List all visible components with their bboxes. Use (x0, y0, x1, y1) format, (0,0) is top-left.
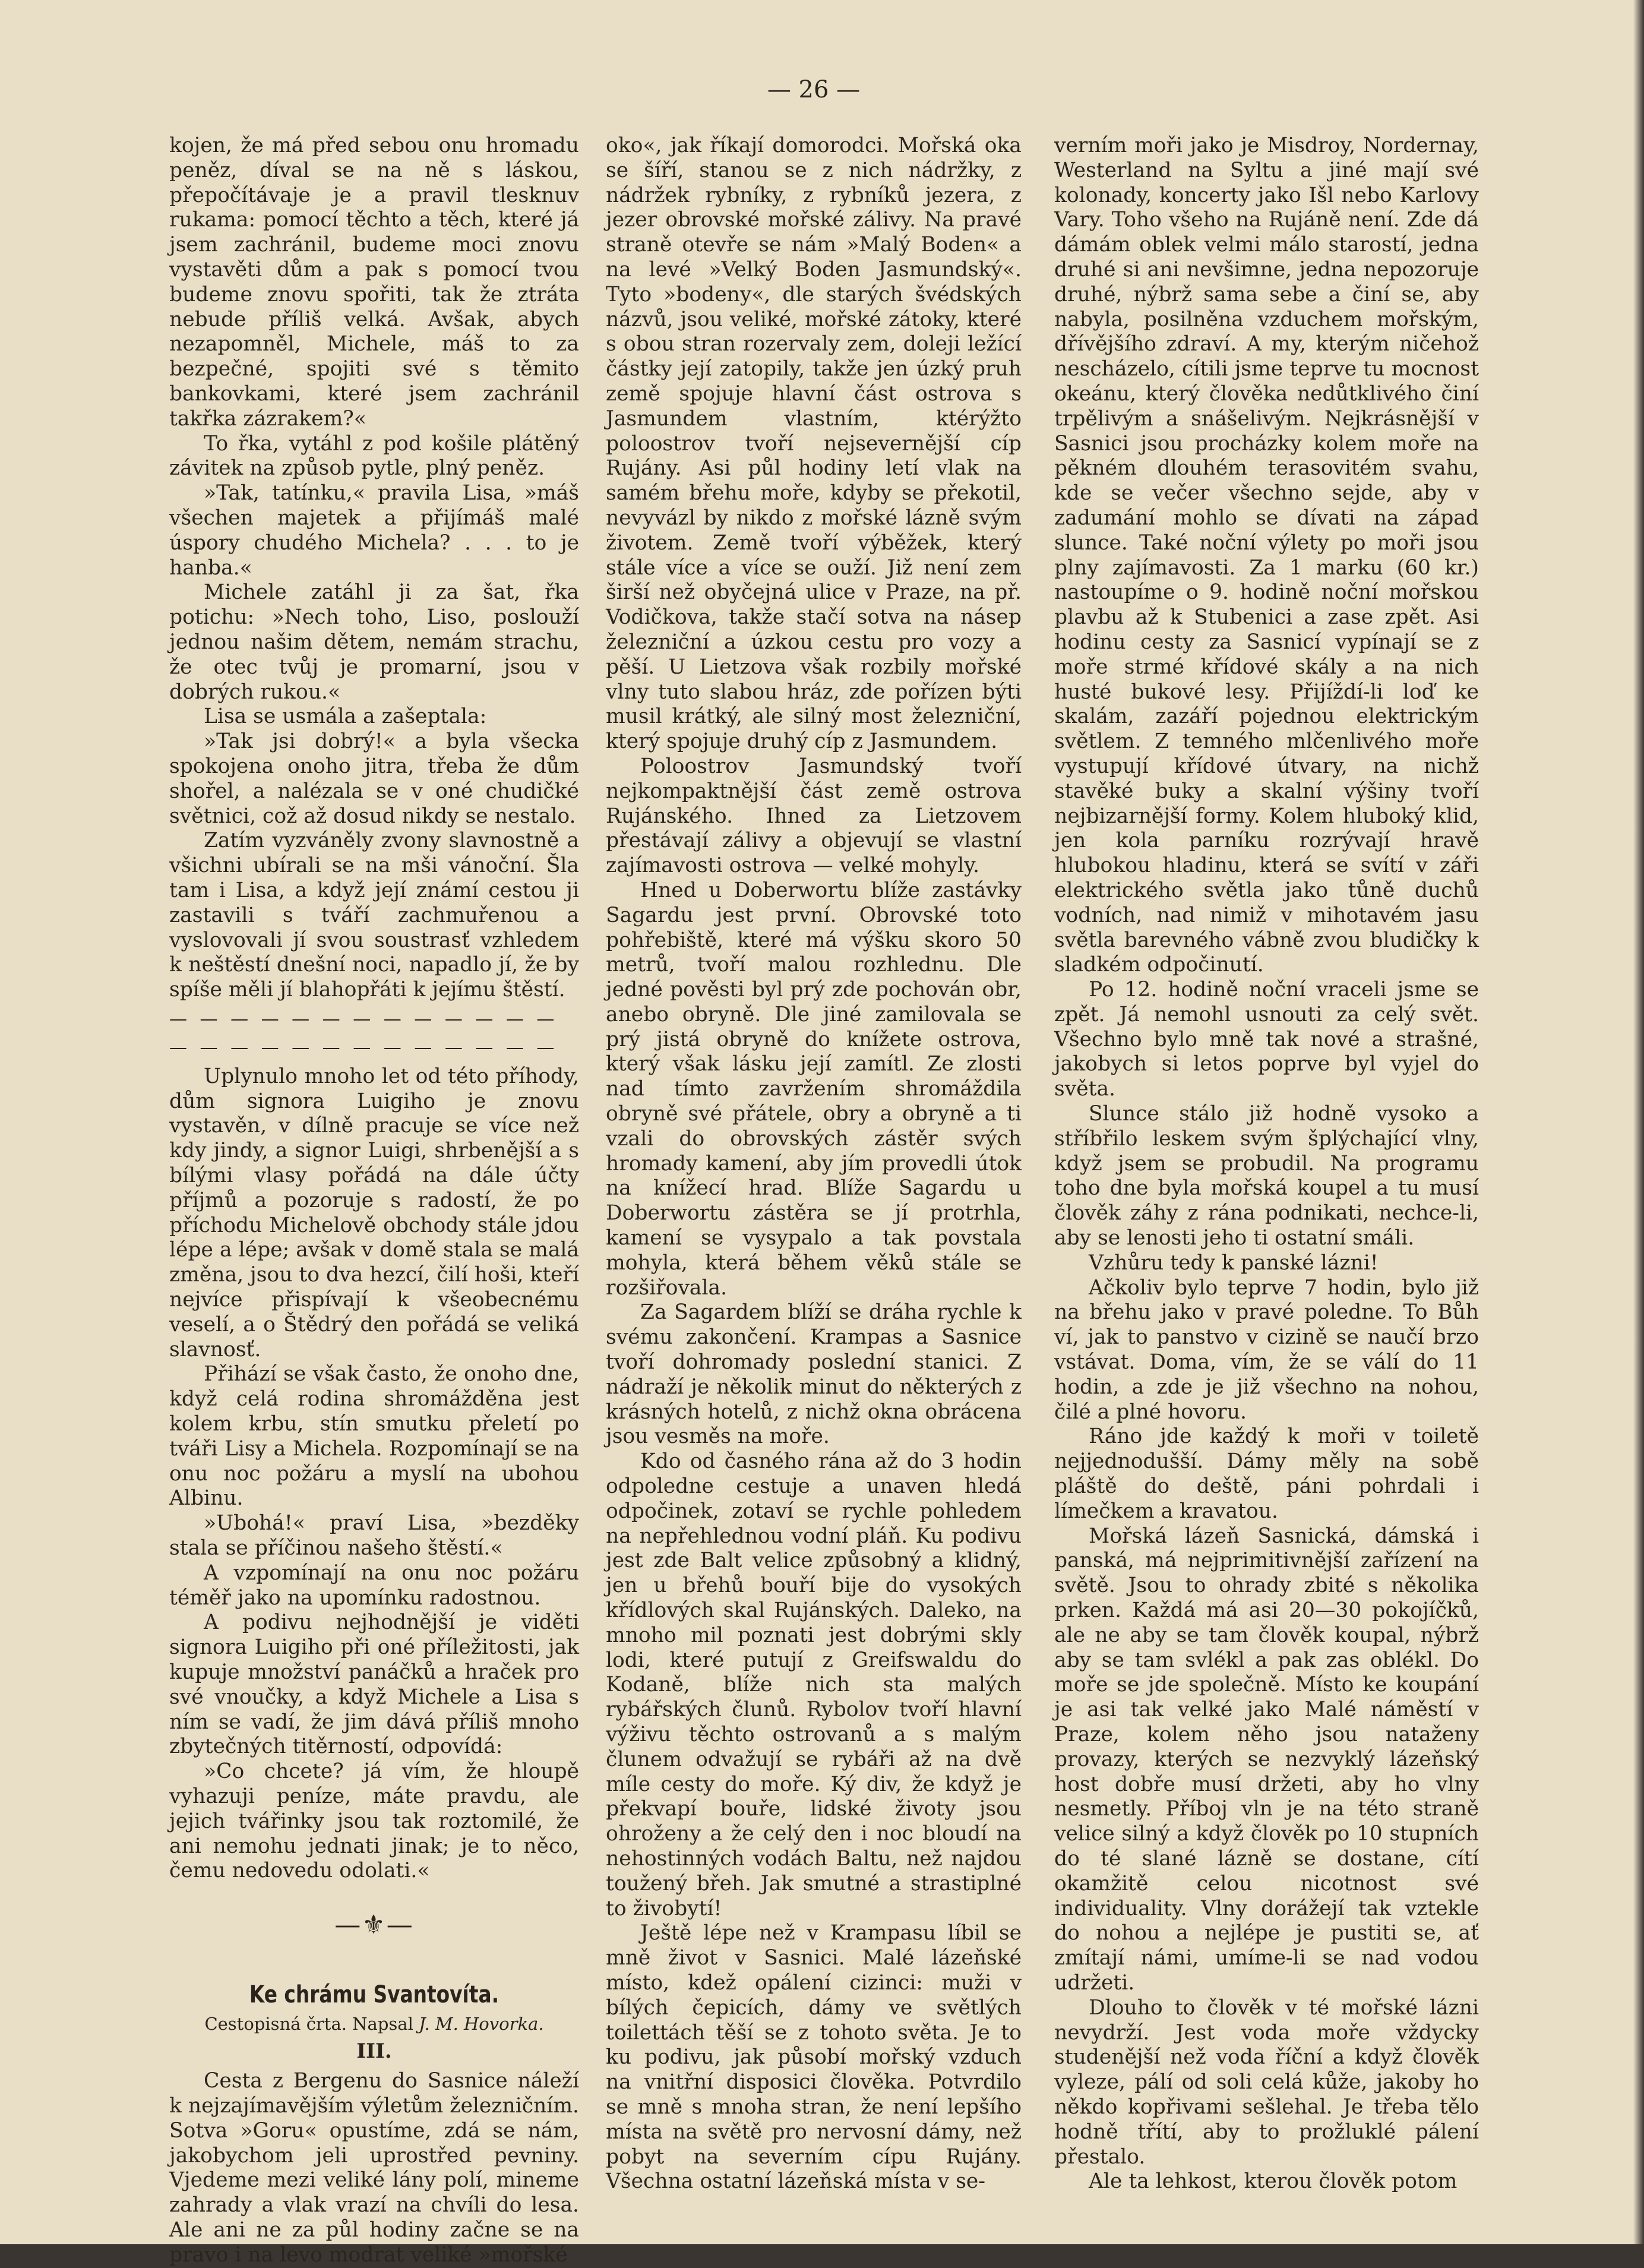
section-divider: — — — — — — — — — — — — — (169, 1008, 558, 1029)
paragraph: Uplynulo mnoho let od této příhody, dům signora Luigiho je znovu vystavěn, v dílně pracuje se více než kdy jindy, a signor Luigi, shrbenější a s bílými vlasy pořádá na dále účty příjmů a pozoruje s radostí, že po příchodu Michelově obchody stále jdou lépe a lépe; avšak v domě stala se malá změna, jsou to dva hezcí, čilí hoši, kteří nejvíce přispívají k všeobecnému veselí, a o Štědrý den pořádá se veliká slavnosť. (169, 1064, 579, 1362)
paragraph: verním moři jako je Misdroy, Nordernay, Westerland na Syltu a jiné mají své kolonady, koncerty jako Išl nebo Karlovy Vary. Toho všeho na Rujáně není. Zde dá dámám oblek velmi málo starostí, jedna druhé si ani nevšimne, jedna nepozoruje druhé, nýbrž sama sebe a činí se, aby nabyla, posilněna vzduchem mořským, dřívějšího zdraví. A my, kterým ničehož nescházelo, cítili jsme teprve tu mocnost okeánu, který člověka nedůtklivého činí trpělivým a snášelivým. Nejkrásnější v Sasnici jsou procházky kolem moře na pěkném dlouhém terasovitém svahu, kde se večer všechno sejde, aby v zadumání mohlo se dívati na západ slunce. Také noční výlety po moři jsou plny zajímavosti. Za 1 marku (60 kr.) nastoupíme o 9. hodině noční mořskou plavbu až k Stubenici a zase zpět. Asi hodinu cesty za Sasnicí vypínají se z moře strmé křídové skály a na nich husté bukové lesy. Přijíždí-li loď ke skalám, zazáří pojednou elektrickým světlem. Z temného mlčenlivého moře vystupují křídové útvary, na nichž stavěké buky a skalní výšiny tvoří nejbizarnější formy. Kolem hluboký klid, jen kola parníku rozrývají hravě hlubokou hladinu, která se svítí v záři elektrického světla jako tůně duchů vodních, nad nimiž v mihotavém jasu světla barevného vábně zvou bludičky k sladkém odpočinutí. (1054, 134, 1479, 977)
paragraph: Ráno jde každý k moři v toiletě nejjednodušší. Dámy měly na sobě pláště do deště, páni pohrdali i límečkem a kravatou. (1054, 1424, 1479, 1523)
paragraph: Za Sagardem blíží se dráha rychle k svému zakončení. Krampas a Sasnice tvoří dohromady poslední stanici. Z nádraží je několik minut do některých z krásných hotelů, z nichž okna obrácena jsou vesměs na moře. (606, 1300, 1022, 1449)
paragraph: Kdo od časného rána až do 3 hodin odpoledne cestuje a unaven hledá odpočinek, zotaví se rychle pohledem na nepřehlednou vodní pláň. Ku podivu jest zde Balt velice způsobný a klidný, jen u břehů bouří bije do vysokých křídlových skal Rujánských. Daleko, na mnoho mil poznati jest dobrými skly lodi, které putují z Greifswaldu do Kodaně, blíže nich sta malých rybářských člunů. Rybolov tvoří hlavní výživu těchto ostrovanů a s malým člunem odvažují se rybáři až na dvě míle cesty do moře. Ký div, že když je překvapí bouře, lidské životy jsou ohroženy a že celý den i noc bloudí na nehostinných vodách Baltu, než najdou toužený břeh. Jak smutné a strastiplné to živobytí! (606, 1449, 1022, 1920)
paragraph: Slunce stálo již hodně vysoko a stříbřilo leskem svým šplýchající vlny, když jsem se probudil. Na programu toho dne byla mořská koupel a tu musí člověk záhy z rána podnikati, nechce-li, aby se lenosti jeho ti ostatní smáli. (1054, 1102, 1479, 1250)
article-part-number: III. (356, 2039, 392, 2064)
paragraph: Poloostrov Jasmundský tvoří nejkompaktnější část země ostrova Rujánského. Ihned za Lietzovem přestávají zálivy a objevují se vlastní zajímavosti ostrova — velké mohyly. (606, 754, 1022, 878)
paragraph: Lisa se usmála a zašeptala: (204, 705, 487, 729)
paragraph: »Tak, tatínku,« pravila Lisa, »máš všechen majetek a přijímáš malé úspory chudého Michela? . . . to je hanba.« (169, 481, 579, 580)
paragraph: Po 12. hodině noční vraceli jsme se zpět. Já nemohl usnouti za celý svět. Všechno bylo mně tak nové a strašné, jakobych si letos poprve byl vyjel do světa. (1054, 978, 1479, 1101)
article-title: Ke chrámu Svantovíta. (249, 1981, 499, 2009)
paragraph: Mořská lázeň Sasnická, dámská i panská, má nejprimitivnější zařízení na světě. Jsou to ohrady zbité s několika prken. Každá má asi 20—30 pokojíčků, ale ne aby se tam člověk koupal, nýbrž aby se tam svlékl a pak zas oblékl. Do moře se jde společně. Místo ke koupání je asi tak velké jako Malé náměstí v Praze, kolem něho jsou nataženy provazy, kterých se nezvyklý lázeňský host dobře musí držeti, aby ho vlny nesmetly. Příboj vln je na této straně velice silný a když člověk po 10 stupních do té slané lázně se dostane, cítí okamžitě celou nicotnost své individuality. Vlny dorážejí tak vztekle do nohou a nejlépe je pustiti se, ať zmítají námi, umíme-li se nad vodou udržeti. (1054, 1524, 1479, 1995)
page-number: — 26 — (767, 76, 861, 103)
paragraph: Ačkoliv bylo teprve 7 hodin, bylo již na břehu jako v pravé poledne. To Bůh ví, jak to panstvo v cizině se naučí brzo vstávat. Doma, vím, že se válí do 11 hodin, a zde je již všechno na nohou, čilé a plné hovoru. (1054, 1275, 1479, 1424)
ornament-divider: —⚜— (334, 1910, 414, 1941)
column-2 (606, 134, 1022, 2194)
article-author: J. M. Hovorka. (419, 2014, 544, 2035)
paragraph: Michele zatáhl ji za šat, řka potichu: »Nech toho, Liso, poslouží jednou našim dětem, nemám strachu, že otec tvůj je promarní, jsou v dobrých rukou.« (169, 580, 579, 704)
paragraph: Vzhůru tedy k panské lázni! (1089, 1250, 1379, 1275)
paragraph: Přihází se však často, že onoho dne, když celá rodina shromážděna jest kolem krbu, stín smutku přeletí po tváři Lisy a Michela. Rozpomínají se na onu noc požáru a myslí na ubohou Albinu. (169, 1362, 579, 1511)
paragraph: »Ubohá!« praví Lisa, »bezděky stala se příčinou našeho štěstí.« (169, 1511, 579, 1561)
paragraph: oko«, jak říkají domorodci. Mořská oka se šíří, stanou se z nich nádržky, z nádržek rybníky, z rybníků jezera, z jezer obrovské mořské zálivy. Na pravé straně otevře se nám »Malý Boden« a na levé »Velký Boden Jasmundský«. Tyto »bodeny«, dle starých švédských názvů, jsou veliké, mořské zátoky, které s obou stran rozervaly zem, doleji ležící částky její zatopily, takže jen úzký pruh země spojuje hlavní část ostrova s Jasmundem vlastním, ktérýžto poloostrov tvoří nejsevernější cíp Rujány. Asi půl hodiny letí vlak na samém břehu moře, kdyby se překotil, nevyvázl by nikdo z mořské lázně svým životem. Země tvoří výběžek, který stále více a více se ouží. Již není zem širší než obyčejná ulice v Praze, na př. Vodičkova, takže stačí sotva na násep železniční a úzkou cestu pro vozy a pěší. U Lietzova však rozbily mořské vlny tuto slabou hráz, zde pořízen býti musil krátký, ale silný most železniční, který spojuje druhý cíp z Jasmundem. (606, 134, 1022, 754)
paragraph: Cesta z Bergenu do Sasnice náleží k nejzajímavějším výletům železničním. Sotva »Goru« opustíme, zdá se nám, jakobychom jeli uprostřed pevniny. Vjedeme mezi veliké lány polí, mineme zahrady a vlak vrazí na chvíli do lesa. Ale ani ne za půl hodiny začne se na pravo i na levo modrat veliké »mořské (169, 2069, 579, 2267)
article-subtitle (169, 2012, 579, 2036)
paragraph: Dlouho to člověk v té mořské lázni nevydrží. Jest voda moře vždycky studenější než voda říční a když člověk vyleze, pálí od soli celá kůže, jakoby ho někdo kopřivami sešlehal. Je třeba tělo hodně třítí, aby to prožluklé pálení přestalo. (1054, 1995, 1479, 2169)
paragraph: Hned u Doberwortu blíže zastávky Sagardu jest první. Obrovské toto pohřebiště, které má výšku skoro 50 metrů, tvoří malou rozhlednu. Dle jedné pověsti byl prý zde pochován obr, anebo obryně. Dle jiné zamilovala se prý jistá obryně do knížete ostrova, který však lásku její zamítl. Ze zlosti nad tímto zavržením shromáždila obryně své přátele, obry a obryně a ti vzali do obrovských zástěr svých hromady kamení, aby jím provedli útok na knížecí hrad. Blíže Sagardu u Doberwortu zástěra se jí protrhla, kamení se vysypalo a tak povstala mohyla, která během věků stále se rozšiřovala. (606, 878, 1022, 1300)
paragraph: A podivu nejhodnější je viděti signora Luigiho při oné příležitosti, jak kupuje množství panáčků a hraček pro své vnoučky, a když Michele a Lisa s ním se vadí, že jim dává příliš mnoho zbytečných titěrností, odpovídá: (169, 1610, 579, 1759)
column-1 (169, 134, 579, 2267)
subtitle-label: Cestopisná črta. Napsal (204, 2014, 419, 2035)
paragraph: Zatím vyzváněly zvony slavnostně a všichni ubírali se na mši vánoční. Šla tam i Lisa, a když její známí cestou ji zastavili s tváří zachmuřenou a vyslovovali jí svou soustrasť vzhledem k neštěstí dnešní noci, napadlo jí, že by spíše měli jí blahopřáti k jejímu štěstí. (169, 829, 579, 1002)
paragraph: To řka, vytáhl z pod košile plátěný závitek na způsob pytle, plný peněz. (169, 431, 579, 481)
paragraph: »Tak jsi dobrý!« a byla všecka spokojena onoho jitra, třeba že dům shořel, a nalézala se v oné chudičké světnici, což až dosud nikdy se nestalo. (169, 729, 579, 828)
paragraph: Ale ta lehkost, kterou člověk potom (1089, 2169, 1458, 2194)
paragraph: A vzpomínají na onu noc požáru téměř jako na upomínku radostnou. (169, 1561, 579, 1610)
paragraph: »Co chcete? já vím, že hloupě vyhazuji peníze, máte pravdu, ale jejich tvářinky jsou tak roztomilé, že ani nemohu jednati jinak; je to něco, čemu nedovedu odolati.« (169, 1760, 579, 1883)
column-3 (1054, 134, 1479, 2194)
section-divider: — — — — — — — — — — — — — (169, 1037, 558, 1058)
page-edge (1633, 0, 1644, 2244)
paragraph: Ještě lépe než v Krampasu líbil se mně život v Sasnici. Malé lázeňské místo, kdež opálení cizinci: muži v bílých čepicích, dámy ve světlých toilettách těší se z tohoto světa. Je to ku podivu, jak působí mořský vzduch na vnitřní disposici člověka. Potvrdilo se mně s mnoha stran, že není lepšího místa na světě pro nervosní dámy, než pobyt na severním cípu Rujány. Všechna ostatní lázeňská místa v se- (606, 1921, 1022, 2194)
paragraph: kojen, že má před sebou onu hromadu peněz, díval se na ně s láskou, přepočítávaje je a pravil tlesknuv rukama: pomocí těchto a těch, které já jsem zachránil, budeme moci znovu vystavěti dům a pak s pomocí tvou budeme znovu spořiti, tak že ztráta nebude příliš velká. Avšak, abych nezapomněl, Michele, máš to za bezpečné, spojiti své s těmito bankovkami, které jsem zachránil takřka zázrakem?« (169, 134, 579, 431)
